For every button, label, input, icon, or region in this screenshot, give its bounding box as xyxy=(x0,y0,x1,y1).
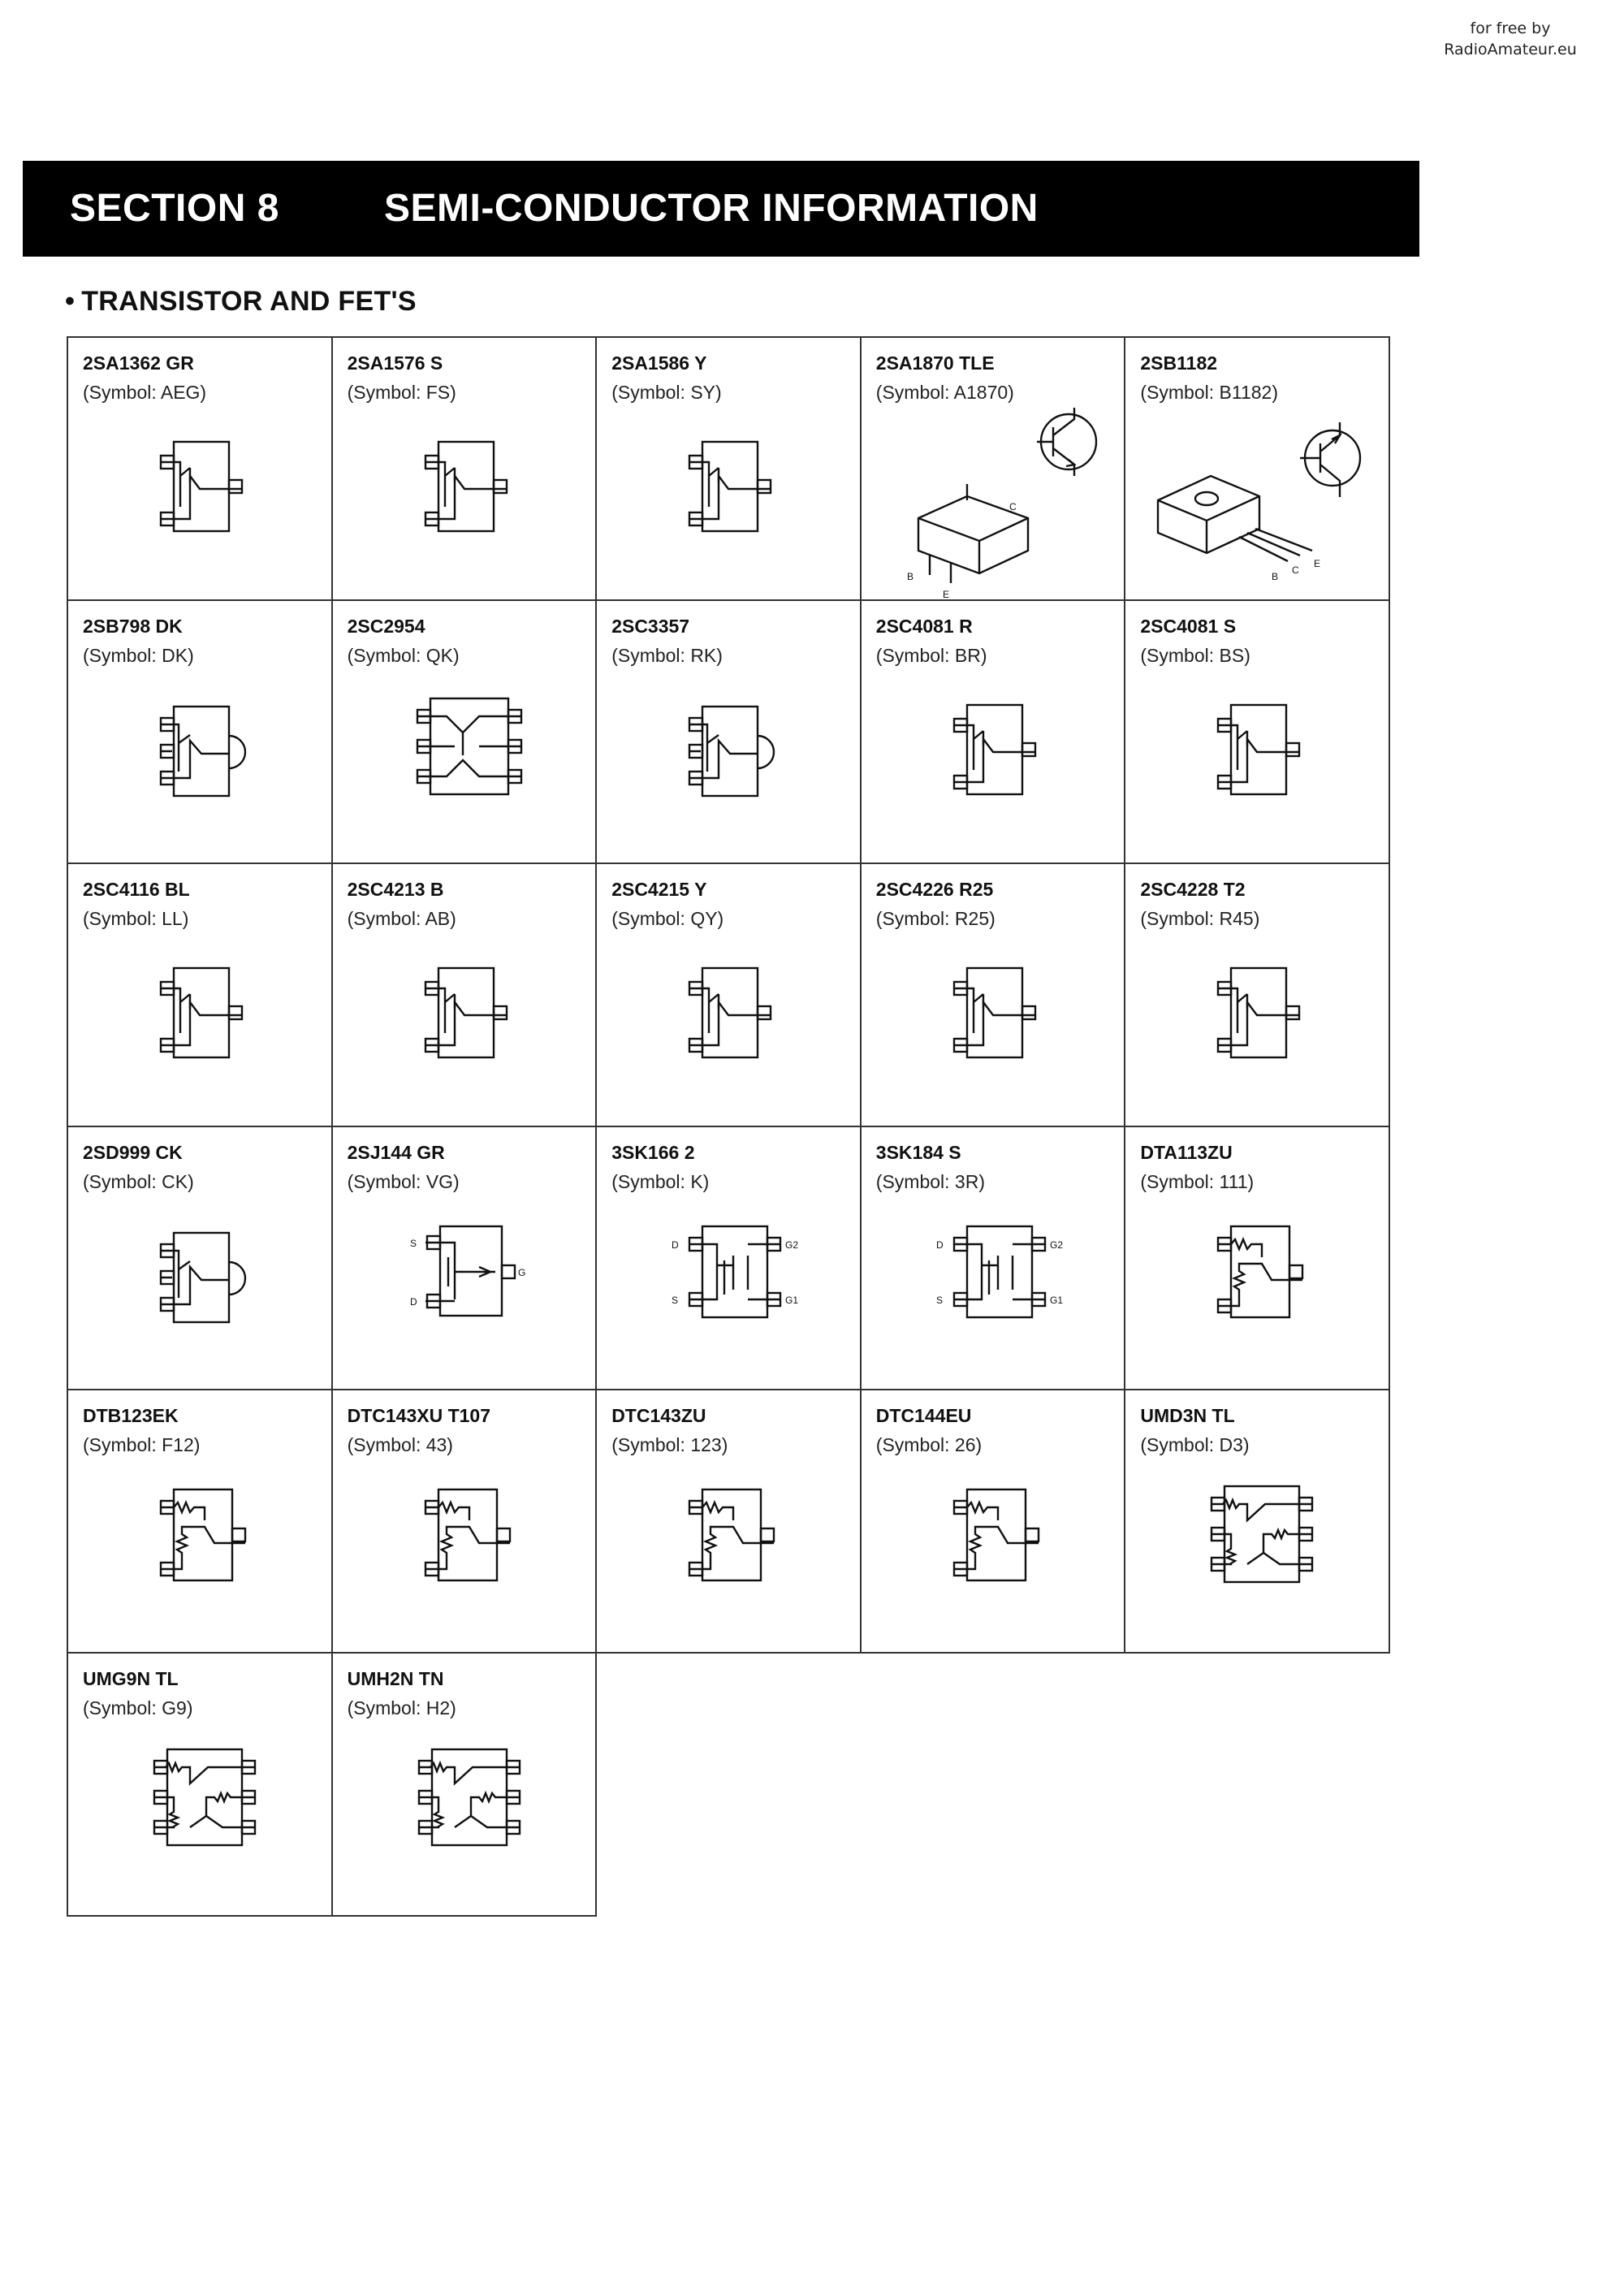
svg-text:S: S xyxy=(672,1295,679,1306)
svg-text:G2: G2 xyxy=(785,1239,799,1251)
marking-symbol: (Symbol: FS) xyxy=(347,382,456,403)
component-cell xyxy=(1124,336,1390,601)
part-number: 2SC4213 B xyxy=(347,879,444,900)
marking-symbol: (Symbol: AB) xyxy=(347,908,456,929)
part-number: 2SC4215 Y xyxy=(611,879,707,900)
component-cell xyxy=(67,599,333,864)
marking-symbol: (Symbol: R45) xyxy=(1140,908,1260,929)
marking-symbol: (Symbol: QK) xyxy=(347,645,460,666)
svg-text:C: C xyxy=(1292,564,1300,576)
sot23-transistor-icon xyxy=(597,864,861,1126)
component-cell xyxy=(67,1126,333,1390)
part-number: 3SK166 2 xyxy=(611,1142,695,1163)
component-cell xyxy=(331,336,598,601)
component-grid xyxy=(67,336,1389,1915)
digital-transistor-icon xyxy=(597,1390,861,1652)
part-number: 2SC4081 R xyxy=(875,616,973,637)
marking-symbol: (Symbol: BS) xyxy=(1140,645,1250,666)
marking-symbol: (Symbol: VG) xyxy=(347,1171,460,1192)
dual-transistor-icon xyxy=(333,601,597,862)
to220-transistor-icon xyxy=(1125,338,1389,599)
marking-symbol: (Symbol: CK) xyxy=(83,1171,194,1192)
section-number: SECTION 8 xyxy=(70,187,279,230)
part-number: DTB123EK xyxy=(83,1405,179,1426)
marking-symbol: (Symbol: 123) xyxy=(611,1434,728,1455)
component-cell xyxy=(331,599,598,864)
part-number: 2SB798 DK xyxy=(83,616,183,637)
marking-symbol: (Symbol: D3) xyxy=(1140,1434,1250,1455)
svg-text:C: C xyxy=(1009,501,1017,512)
credit-line-2: RadioAmateur.eu xyxy=(1444,41,1577,58)
svg-text:B: B xyxy=(906,571,914,582)
marking-symbol: (Symbol: B1182) xyxy=(1140,382,1278,403)
part-number: UMD3N TL xyxy=(1140,1405,1235,1426)
svg-text:D: D xyxy=(672,1239,679,1251)
component-cell xyxy=(1124,1126,1390,1390)
component-cell xyxy=(595,862,862,1127)
dual-digital-transistor-icon xyxy=(333,1654,597,1915)
component-cell xyxy=(860,599,1126,864)
part-number: 2SC2954 xyxy=(347,616,425,637)
part-number: 2SC3357 xyxy=(611,616,690,637)
component-cell xyxy=(595,599,862,864)
marking-symbol: (Symbol: R25) xyxy=(875,908,996,929)
component-cell xyxy=(331,1652,598,1917)
credit-line-1: for free by xyxy=(1470,19,1551,37)
part-number: DTA113ZU xyxy=(1140,1142,1233,1163)
component-cell xyxy=(67,862,333,1127)
svg-text:G1: G1 xyxy=(785,1295,799,1306)
source-credit xyxy=(1413,18,1608,60)
sot23-transistor-icon xyxy=(862,864,1125,1126)
svg-text:B: B xyxy=(1272,571,1279,582)
digital-transistor-icon xyxy=(1125,1127,1389,1389)
component-cell xyxy=(860,1389,1126,1654)
sot23-transistor-icon xyxy=(1125,864,1389,1126)
marking-symbol: (Symbol: K) xyxy=(611,1171,710,1192)
component-cell xyxy=(595,1126,862,1390)
component-cell xyxy=(67,1389,333,1654)
sot89-transistor-icon xyxy=(68,1127,332,1389)
component-cell xyxy=(331,862,598,1127)
component-cell xyxy=(595,1389,862,1654)
sot23-transistor-icon xyxy=(333,864,597,1126)
part-number: DTC144EU xyxy=(875,1405,972,1426)
part-number: 2SA1576 S xyxy=(347,352,443,374)
subsection-heading xyxy=(65,286,417,318)
marking-symbol: (Symbol: 111) xyxy=(1140,1171,1255,1192)
marking-symbol: (Symbol: BR) xyxy=(875,645,987,666)
bullet: • xyxy=(65,286,76,317)
component-cell xyxy=(860,862,1126,1127)
marking-symbol: (Symbol: G9) xyxy=(83,1697,193,1718)
component-cell xyxy=(1124,1389,1390,1654)
component-cell xyxy=(331,1389,598,1654)
svg-text:E: E xyxy=(942,589,949,599)
marking-symbol: (Symbol: QY) xyxy=(611,908,724,929)
part-number: 2SC4228 T2 xyxy=(1140,879,1246,900)
part-number: DTC143XU T107 xyxy=(347,1405,491,1426)
part-number: 2SC4226 R25 xyxy=(875,879,994,900)
svg-text:G2: G2 xyxy=(1049,1239,1063,1251)
svg-text:D: D xyxy=(409,1296,417,1308)
sot23-transistor-icon xyxy=(862,601,1125,862)
sot89-transistor-icon xyxy=(597,601,861,862)
component-cell xyxy=(67,336,333,601)
sot23-transistor-icon xyxy=(1125,601,1389,862)
section-banner xyxy=(23,161,1419,257)
svg-text:G1: G1 xyxy=(1049,1295,1063,1306)
component-cell xyxy=(331,1126,598,1390)
part-number: UMG9N TL xyxy=(83,1668,179,1689)
part-number: 2SA1362 GR xyxy=(83,352,194,374)
svg-text:S: S xyxy=(409,1238,417,1249)
digital-transistor-icon xyxy=(333,1390,597,1652)
component-cell xyxy=(67,1652,333,1917)
marking-symbol: (Symbol: SY) xyxy=(611,382,722,403)
marking-symbol: (Symbol: F12) xyxy=(83,1434,201,1455)
component-cell xyxy=(860,1126,1126,1390)
sot23-transistor-icon xyxy=(333,338,597,599)
dpak-transistor-icon xyxy=(862,338,1125,599)
marking-symbol: (Symbol: 3R) xyxy=(875,1171,985,1192)
digital-transistor-icon xyxy=(862,1390,1125,1652)
dual-gate-mosfet-icon xyxy=(597,1127,861,1389)
sot23-transistor-icon xyxy=(68,338,332,599)
marking-symbol: (Symbol: H2) xyxy=(347,1697,456,1718)
component-cell xyxy=(1124,862,1390,1127)
marking-symbol: (Symbol: RK) xyxy=(611,645,723,666)
marking-symbol: (Symbol: A1870) xyxy=(875,382,1014,403)
jfet-icon xyxy=(333,1127,597,1389)
part-number: 2SB1182 xyxy=(1140,352,1218,374)
svg-text:S: S xyxy=(935,1295,943,1306)
marking-symbol: (Symbol: 43) xyxy=(347,1434,453,1455)
part-number: 2SA1870 TLE xyxy=(875,352,995,374)
sot89-transistor-icon xyxy=(68,601,332,862)
part-number: 2SJ144 GR xyxy=(347,1142,445,1163)
section-title: SEMI-CONDUCTOR INFORMATION xyxy=(384,187,1039,230)
svg-text:D: D xyxy=(935,1239,944,1251)
part-number: 2SC4081 S xyxy=(1140,616,1237,637)
part-number: 3SK184 S xyxy=(875,1142,961,1163)
dual-digital-transistor-icon xyxy=(1125,1390,1389,1652)
dual-gate-mosfet-icon xyxy=(862,1127,1125,1389)
subsection-title: TRANSISTOR AND FET'S xyxy=(81,286,417,317)
sot23-transistor-icon xyxy=(597,338,861,599)
svg-text:E: E xyxy=(1314,558,1321,569)
part-number: 2SD999 CK xyxy=(83,1142,183,1163)
component-cell xyxy=(860,336,1126,601)
sot23-transistor-icon xyxy=(68,864,332,1126)
part-number: UMH2N TN xyxy=(347,1668,444,1689)
part-number: DTC143ZU xyxy=(611,1405,706,1426)
digital-transistor-icon xyxy=(68,1390,332,1652)
dual-digital-transistor-icon xyxy=(68,1654,332,1915)
part-number: 2SA1586 Y xyxy=(611,352,707,374)
part-number: 2SC4116 BL xyxy=(83,879,190,900)
svg-text:G: G xyxy=(517,1267,525,1278)
marking-symbol: (Symbol: 26) xyxy=(875,1434,983,1455)
marking-symbol: (Symbol: AEG) xyxy=(83,382,207,403)
component-cell xyxy=(595,336,862,601)
marking-symbol: (Symbol: LL) xyxy=(83,908,189,929)
component-cell xyxy=(1124,599,1390,864)
marking-symbol: (Symbol: DK) xyxy=(83,645,194,666)
